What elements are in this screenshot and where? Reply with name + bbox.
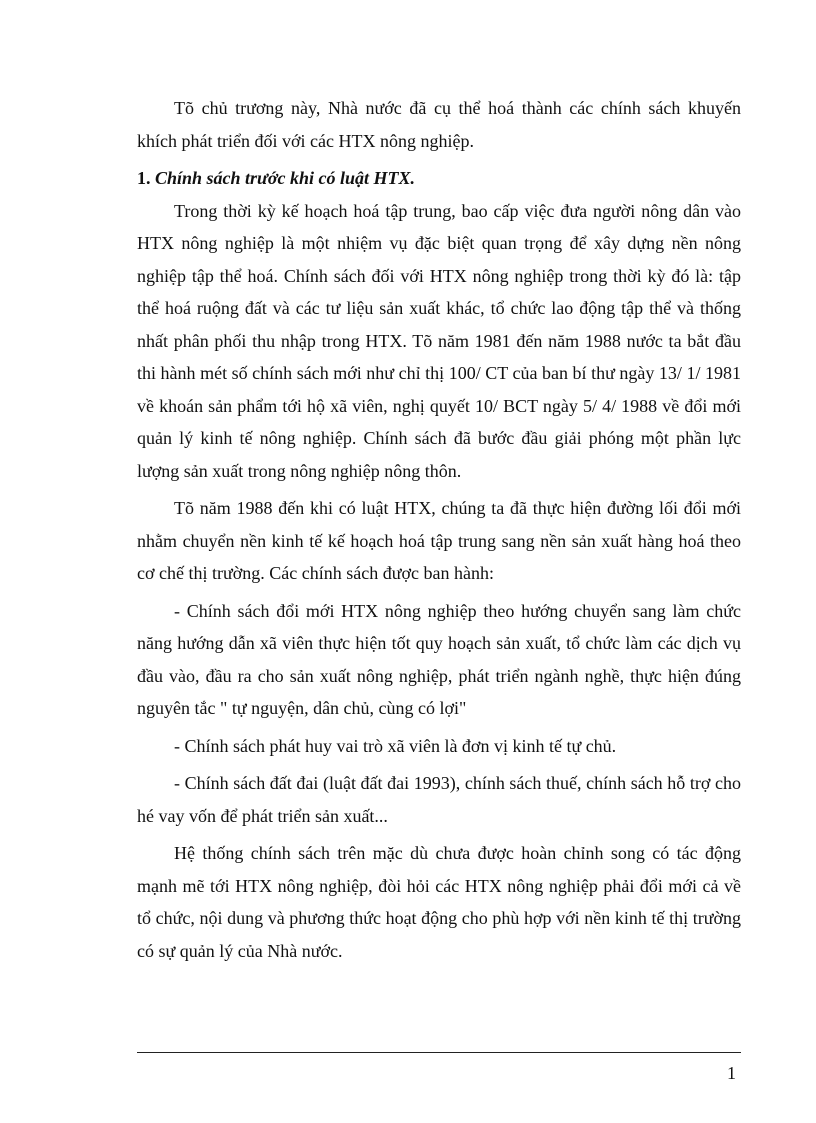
page-number: 1 xyxy=(727,1063,736,1083)
body-paragraph: Trong thời kỳ kế hoạch hoá tập trung, bao cấp việc đưa người nông dân vào HTX nông nghiệp là một nhiệm vụ đặc biệt quan trọng để xây dựng nền nông nghiệp tập thể hoá. Chính sách đối với HTX nông nghiệp trong thời kỳ đó là: tập thể hoá ruộng đất và các tư liệu sản xuất khác, tổ chức lao động tập thể và thống nhất phân phối thu nhập trong HTX. Tõ năm 1981 đến năm 1988 nước ta bắt đầu thi hành mét số chính sách mới như chỉ thị 100/ CT của ban bí thư ngày 13/ 1/ 1981 về khoán sản phẩm tới hộ xã viên, nghị quyết 10/ BCT ngày 5/ 4/ 1988 về đổi mới quản lý kinh tế nông nghiệp. Chính sách đã bước đầu giải phóng một phần lực lượng sản xuất trong nông nghiệp nông thôn. xyxy=(137,200,741,481)
section-heading-text: Chính sách trước khi có luật HTX. xyxy=(155,168,415,188)
section-heading-number: 1. xyxy=(137,168,151,188)
policy-list-item: - Chính sách phát huy vai trò xã viên là đơn vị kinh tế tự chủ. xyxy=(174,735,617,756)
body-paragraph: Hệ thống chính sách trên mặc dù chưa được hoàn chỉnh song có tác động mạnh mẽ tới HTX nông nghiệp, đòi hỏi các HTX nông nghiệp phải đổi mới cả về tổ chức, nội dung và phương thức hoạt động cho phù hợp với nền kinh tế thị trường có sự quản lý của Nhà nước. xyxy=(137,843,741,961)
intro-paragraph: Tõ chủ trương này, Nhà nước đã cụ thể hoá thành các chính sách khuyến khích phát triển đối với các HTX nông nghiệp. xyxy=(137,98,741,151)
body-paragraph: Tõ năm 1988 đến khi có luật HTX, chúng ta đã thực hiện đường lối đổi mới nhằm chuyển nền kinh tế kế hoạch hoá tập trung sang nền sản xuất hàng hoá theo cơ chế thị trường. Các chính sách được ban hành: xyxy=(137,498,741,583)
page-content xyxy=(137,92,741,967)
policy-list-item: - Chính sách đổi mới HTX nông nghiệp theo hướng chuyển sang làm chức năng hướng dẫn xã viên thực hiện tốt quy hoạch sản xuất, tổ chức làm các dịch vụ đầu vào, đầu ra cho sản xuất nông nghiệp, phát triển ngành nghề, thực hiện đúng nguyên tắc " tự nguyện, dân chủ, cùng có lợi" xyxy=(137,600,741,718)
policy-list-item: - Chính sách đất đai (luật đất đai 1993), chính sách thuế, chính sách hỗ trợ cho hé vay vốn để phát triển sản xuất... xyxy=(137,773,741,826)
footer-divider xyxy=(137,1052,741,1053)
section-heading xyxy=(137,162,741,195)
